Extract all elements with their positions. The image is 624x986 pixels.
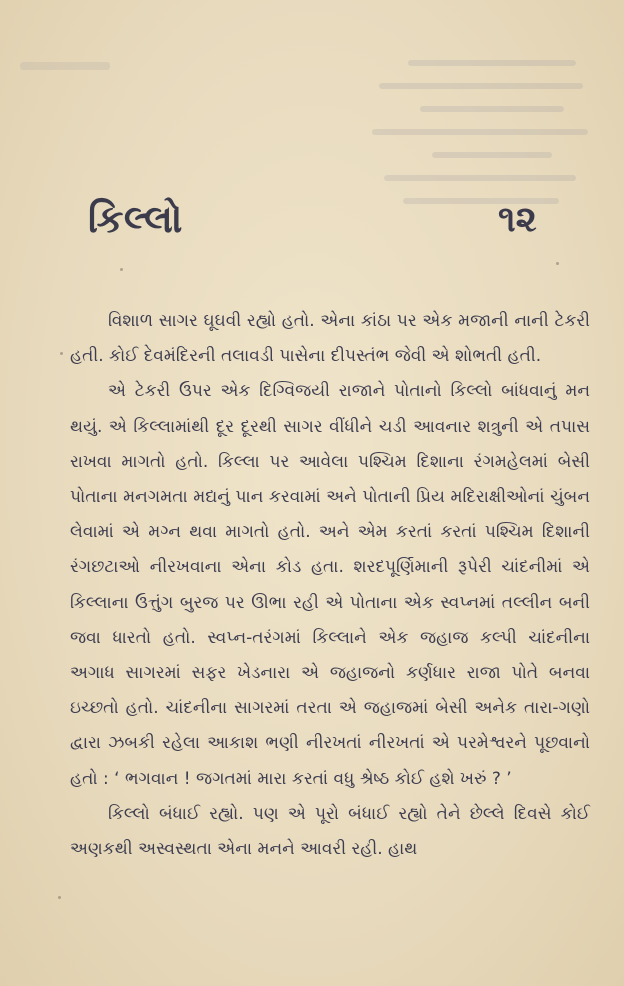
paper-speck xyxy=(120,268,123,271)
paper-speck xyxy=(60,352,63,355)
bleed-through-block xyxy=(360,60,600,280)
paper-speck xyxy=(556,262,559,265)
paragraph-2: એ ટેકરી ઉપર એક દિગ્વિજયી રાજાને પોતાનો કિલ્લો બાંધવાનું મન થયું. એ કિલ્લામાંથી દૂર દૂરથી સાગર વીંધીને ચડી આવનાર શત્રુની એ તપાસ રાખવા માગતો હતો. કિલ્લા પર આવેલા પશ્ચિમ દિશાના રંગમહેલમાં બેસી પોતાના મનગમતા મદ્યનું પાન કરવામાં અને પોતાની પ્રિય મદિરાક્ષીઓનાં ચુંબન લેવામાં એ મગ્ન થવા માગતો હતો. અને એમ કરતાં કરતાં પશ્ચિમ દિશાની રંગછટાઓ નીરખવાના એના કોડ હતા. શરદપૂર્ણિમાની રૂપેરી ચાંદનીમાં એ કિલ્લાના ઉત્તુંગ બુરજ પર ઊભા રહી એ પોતાના એક સ્વપ્નમાં તલ્લીન બની જવા ધારતો હતો. સ્વપ્ન-તરંગમાં કિલ્લાને એક જહાજ કલ્પી ચાંદનીના અગાધ સાગરમાં સફર ખેડનારા એ જહાજનો કર્ણધાર રાજા પોતે બનવા ઇચ્છતો હતો. ચાંદનીના સાગરમાં તરતા એ જહાજમાં બેસી અનેક તારા-ગણો દ્વારા ઝબકી રહેલા આકાશ ભણી નીરખતાં નીરખતાં એ પરમેશ્વરને પૂછવાનો હતો : ‘ ભગવાન ! જગતમાં મારા કરતાં વધુ શ્રેષ્ઠ કોઈ હશે ખરું ? ’ xyxy=(70,381,590,789)
paper-speck xyxy=(58,896,61,899)
chapter-body xyxy=(70,304,590,867)
chapter-number: ૧૨ xyxy=(498,198,537,240)
paragraph-1: વિશાળ સાગર ઘૂઘવી રહ્યો હતો. એના કાંઠા પર એક મજાની નાની ટેકરી હતી. કોઈ દેવમંદિરની તલાવડી પાસેના દીપસ્તંભ જેવી એ શોભતી હતી. xyxy=(70,311,590,367)
bleed-through-text xyxy=(20,62,110,70)
paragraph-3: કિલ્લો બંધાઈ રહ્યો. પણ એ પૂરો બંધાઈ રહ્યો તેને છેલ્લે દિવસે કોઈ અણકથી અસ્વસ્થતા એના મનને આવરી રહી. હાથ xyxy=(70,803,590,860)
chapter-title: કિલ્લો xyxy=(88,196,183,241)
